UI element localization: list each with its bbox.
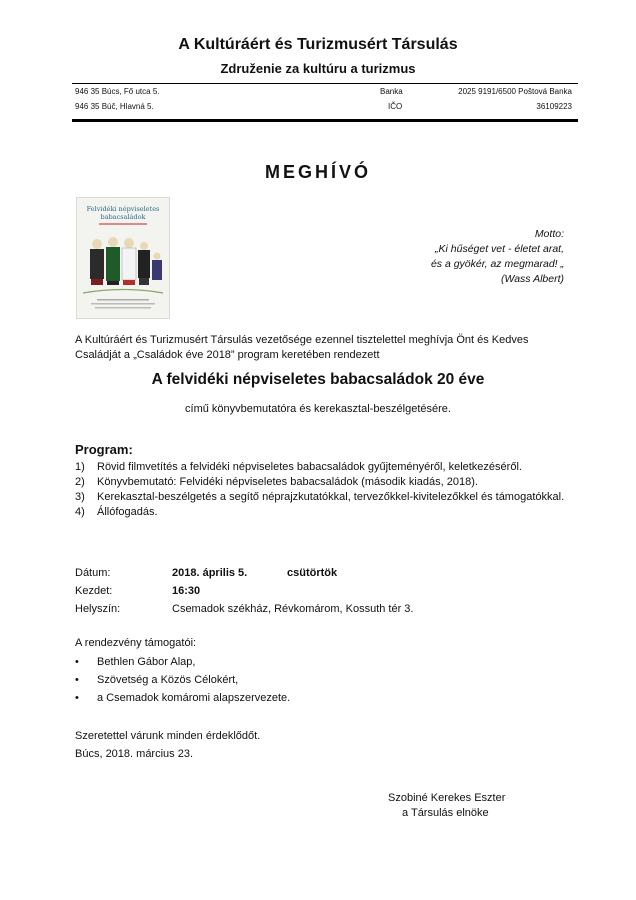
program-item-text: Könyvbemutató: Felvidéki népviseletes babacsaládok (második kiadás, 2018).	[97, 476, 478, 488]
place-value: Csemadok székház, Révkomárom, Kossuth tér 3.	[172, 603, 414, 615]
program-item	[75, 505, 575, 520]
start-label: Kezdet:	[75, 585, 113, 597]
bank-account: 2025 9191/6500 Poštová Banka	[458, 87, 572, 96]
closing-line: Szeretettel várunk minden érdeklődőt.	[75, 730, 261, 742]
supporters-heading: A rendezvény támogatói:	[75, 637, 197, 649]
intro-paragraph	[75, 333, 575, 363]
cover-title-line1: Felvidéki népviseletes	[86, 205, 160, 213]
program-item-text: Rövid filmvetítés a felvidéki népviseletes babacsaládok gyűjteményéről, keletkezéséről.	[97, 461, 522, 473]
signatory-role: a Társulás elnöke	[402, 807, 489, 819]
program-item-text: Állófogadás.	[97, 506, 158, 518]
program-item-number: 4)	[75, 506, 85, 518]
supporter-item	[75, 689, 290, 707]
program-item-number: 2)	[75, 476, 85, 488]
supporter-item	[75, 671, 290, 689]
supporter-name: a Csemadok komáromi alapszervezete.	[97, 692, 291, 704]
header-bottom-rule	[72, 119, 578, 122]
bullet-icon: •	[75, 656, 79, 668]
bullet-icon: •	[75, 674, 79, 686]
supporters-list	[75, 653, 290, 707]
program-item-number: 1)	[75, 461, 85, 473]
program-list	[75, 460, 575, 520]
start-time: 16:30	[172, 585, 201, 597]
signature-block	[388, 791, 505, 821]
event-subline: című könyvbemutatóra és kerekasztal-beszélgetésére.	[185, 403, 451, 415]
date-label: Dátum:	[75, 567, 111, 579]
program-item-number: 3)	[75, 491, 85, 503]
motto-label: Motto:	[534, 228, 564, 240]
motto-block	[364, 227, 564, 287]
ico-label: IČO	[388, 102, 403, 111]
signatory-name: Szobiné Kerekes Eszter	[388, 792, 506, 804]
organization-subtitle: Združenie za kultúru a turizmus	[220, 61, 416, 76]
bank-label: Banka	[380, 87, 403, 96]
intro-line-2: Családját a „Családok éve 2018” program keretében rendezett	[75, 349, 380, 361]
place-label: Helyszín:	[75, 603, 121, 615]
cover-title-line2: babacsaládok	[100, 213, 146, 221]
motto-author: (Wass Albert)	[500, 273, 564, 285]
supporter-name: Szövetség a Közös Célokért,	[97, 674, 239, 686]
ico-number: 36109223	[536, 102, 572, 111]
program-item	[75, 475, 575, 490]
bullet-icon: •	[75, 692, 79, 704]
motto-line-1: „Ki hűséget vet - életet arat,	[435, 243, 564, 255]
invitation-heading: MEGHÍVÓ	[264, 162, 371, 182]
organization-title: A Kultúráért és Turizmusért Társulás	[178, 36, 458, 53]
address-slovak: 946 35 Búč, Hlavná 5.	[75, 102, 154, 111]
intro-line-1: A Kultúráért és Turizmusért Társulás vezetősége ezennel tisztelettel meghívja Önt és Kedves	[75, 334, 529, 346]
book-cover-image	[76, 197, 170, 319]
program-item	[75, 490, 575, 505]
event-title: A felvidéki népviseletes babacsaládok 20 éve	[151, 371, 485, 388]
program-item	[75, 460, 575, 475]
program-heading: Program:	[75, 442, 133, 457]
doll-family-illustration	[83, 237, 163, 293]
closing-block	[75, 727, 575, 763]
date-weekday: csütörtök	[287, 567, 338, 579]
place-and-date: Búcs, 2018. március 23.	[75, 748, 194, 760]
header-top-rule	[72, 83, 578, 84]
supporter-name: Bethlen Gábor Alap,	[97, 656, 196, 668]
program-item-text: Kerekasztal-beszélgetés a segítő néprajzkutatókkal, tervezőkkel-kivitelezőkkel és támogatókkal.	[97, 491, 565, 503]
date-value: 2018. április 5.	[172, 567, 248, 579]
supporter-item	[75, 653, 290, 671]
motto-line-2: és a gyökér, az megmarad! „	[430, 258, 564, 270]
address-hungarian: 946 35 Búcs, Fő utca 5.	[75, 87, 160, 96]
